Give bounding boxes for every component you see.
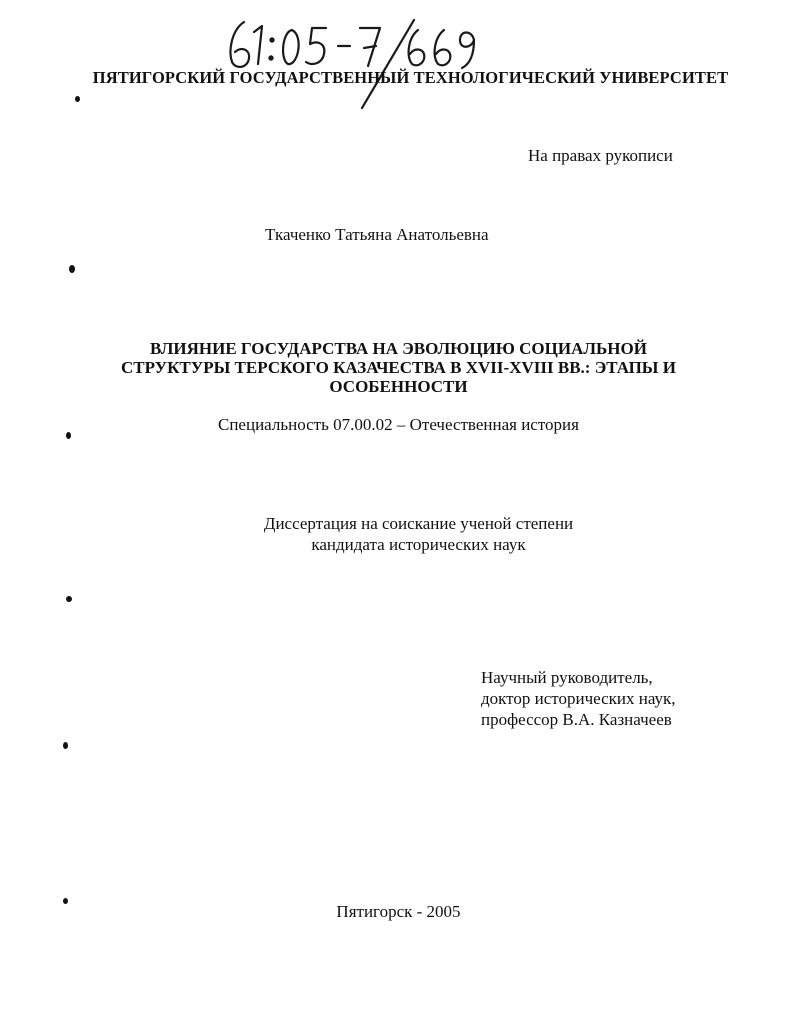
title-line-3: ОСОБЕННОСТИ — [329, 377, 468, 396]
supervisor-line-1: Научный руководитель, — [481, 668, 653, 687]
binding-mark — [66, 432, 71, 439]
author-name: Ткаченко Татьяна Анатольевна — [265, 225, 489, 244]
supervisor-block — [481, 667, 676, 730]
degree-line-1: Диссертация на соискание ученой степени — [263, 514, 574, 533]
binding-mark — [63, 742, 68, 749]
dissertation-title — [0, 339, 797, 396]
binding-mark — [75, 96, 80, 102]
title-line-1: ВЛИЯНИЕ ГОСУДАРСТВА НА ЭВОЛЮЦИЮ СОЦИАЛЬНОЙ — [150, 339, 647, 358]
city-year: Пятигорск - 2005 — [336, 902, 461, 921]
binding-mark — [63, 898, 68, 904]
supervisor-line-3: профессор В.А. Казначеев — [481, 710, 672, 729]
supervisor-line-2: доктор исторических наук, — [481, 689, 676, 708]
title-line-2: СТРУКТУРЫ ТЕРСКОГО КАЗАЧЕСТВА В XVII-XVIII ВВ.: ЭТАПЫ И — [121, 358, 676, 377]
specialty: Специальность 07.00.02 – Отечественная история — [218, 415, 579, 434]
rights-note: На правах рукописи — [528, 146, 673, 165]
handwritten-catalog-number — [222, 10, 482, 110]
degree-statement — [0, 513, 797, 555]
university-name: ПЯТИГОРСКИЙ ГОСУДАРСТВЕННЫЙ ТЕХНОЛОГИЧЕСКИЙ УНИВЕРСИТЕТ — [92, 68, 729, 87]
binding-mark — [69, 265, 75, 273]
degree-line-2: кандидата исторических наук — [311, 535, 526, 554]
binding-mark — [66, 596, 72, 602]
